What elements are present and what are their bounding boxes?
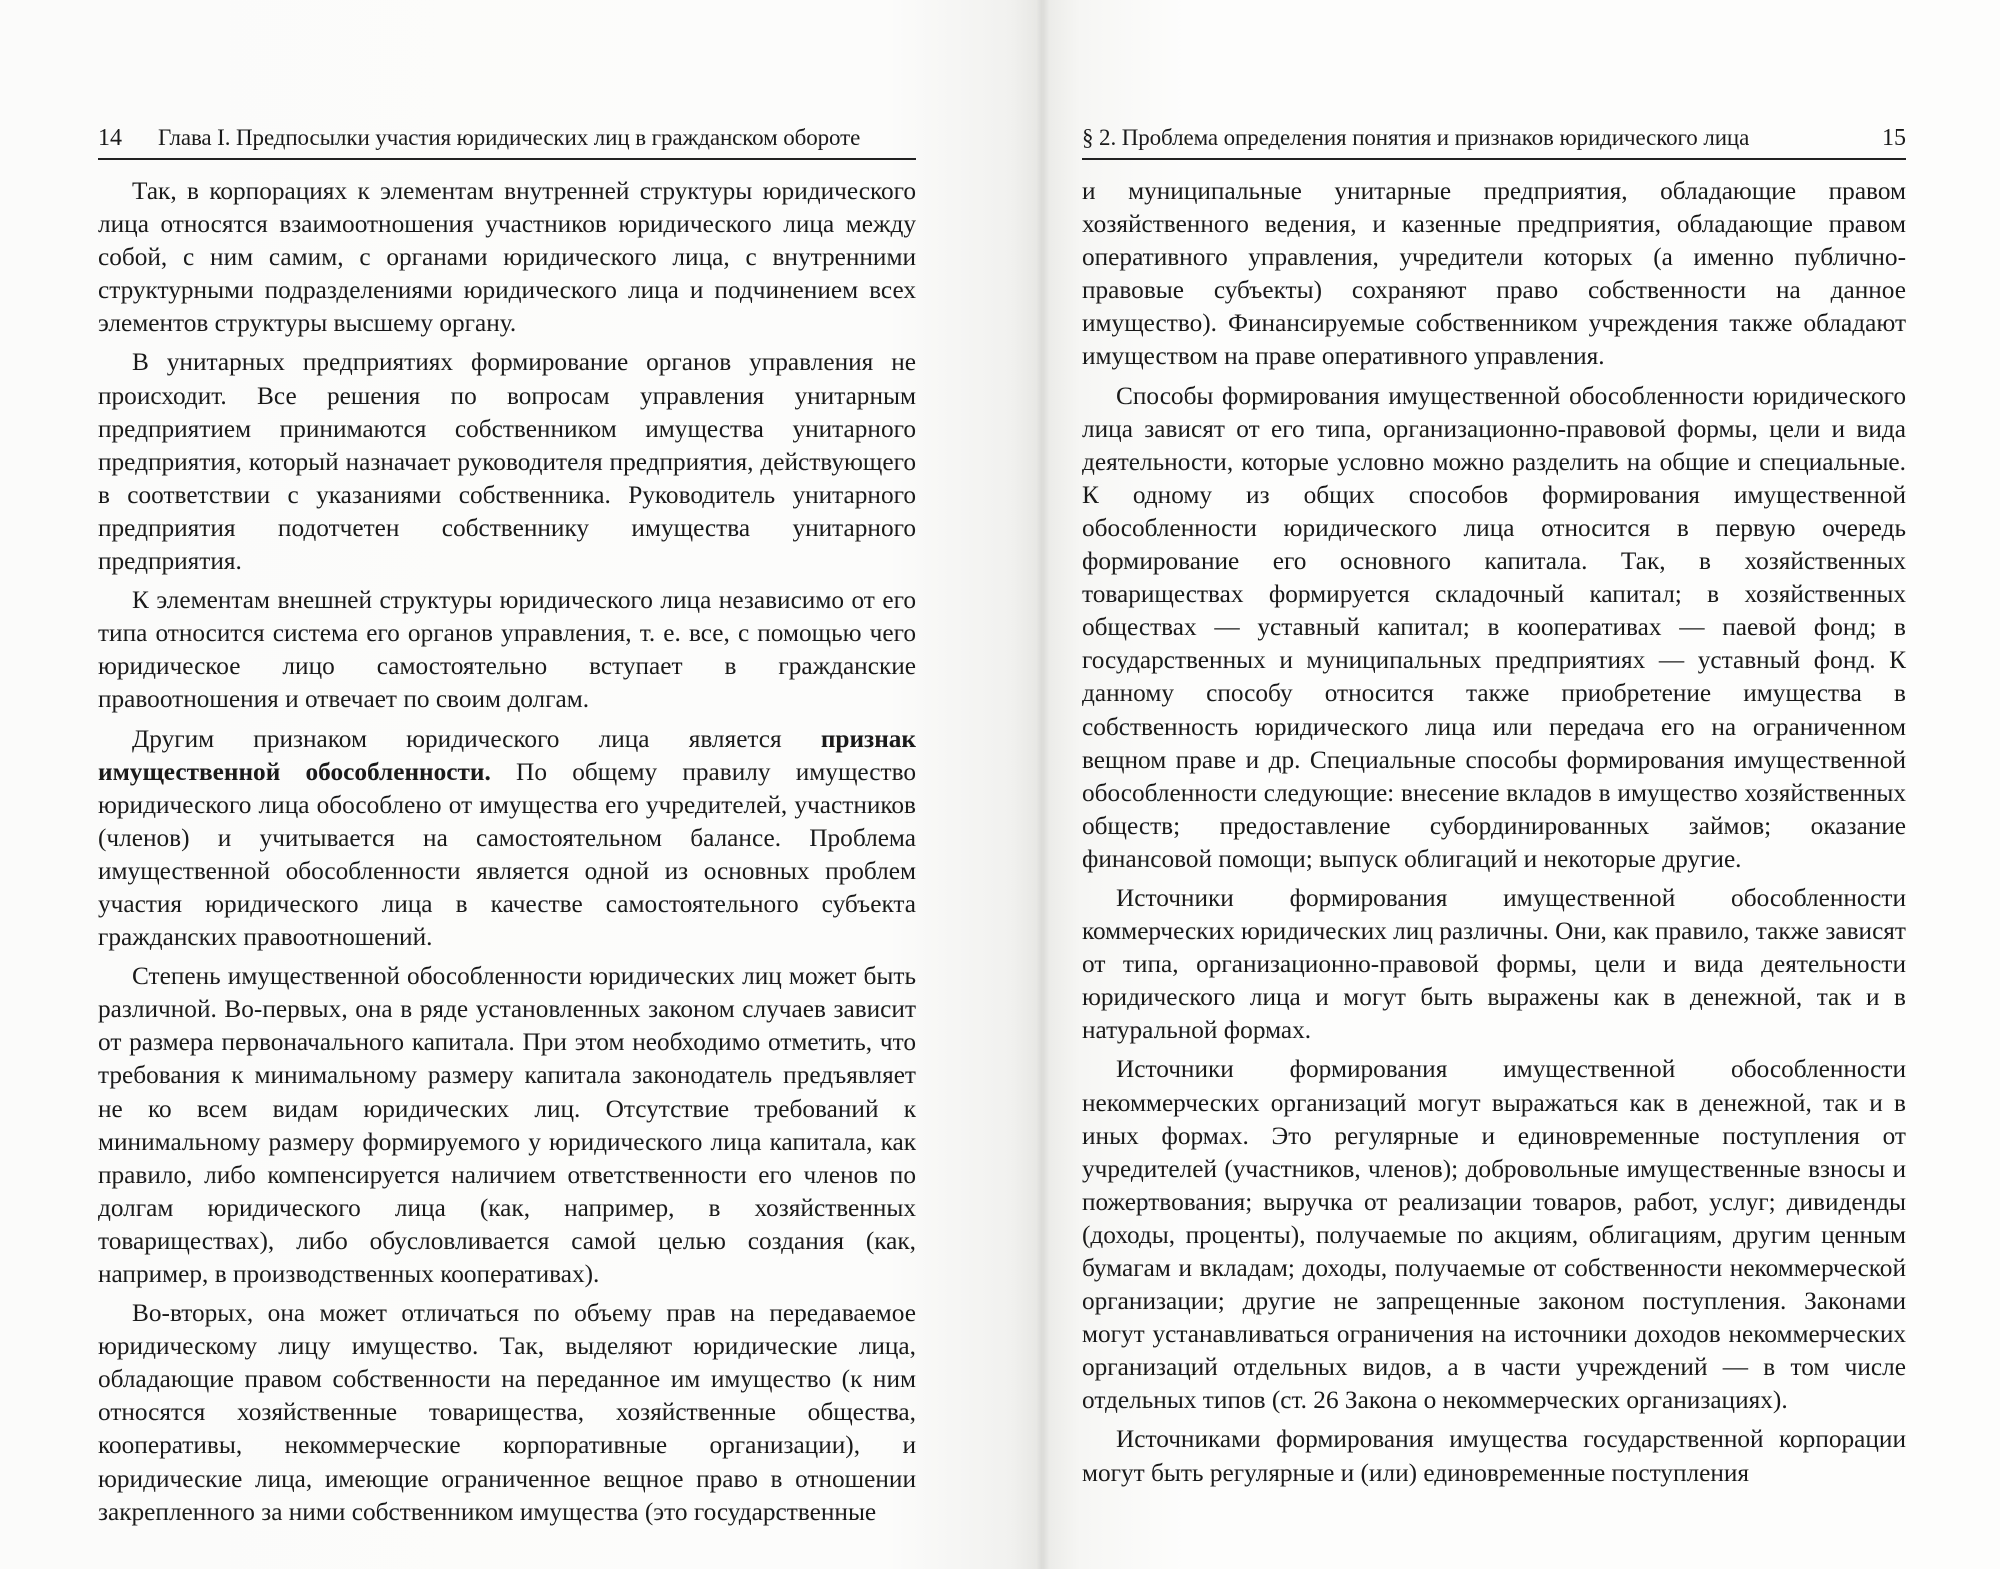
right-body-text: [1082, 175, 1906, 1496]
section-title: § 2. Проблема определения понятия и признаков юридического лица: [1082, 125, 1750, 150]
right-running-head: [1082, 118, 1906, 160]
paragraph: [98, 723, 916, 955]
book-gutter: [1036, 0, 1050, 1569]
paragraph: Источники формирования имущественной обособленности коммерческих юридических лиц различны. Они, как правило, также зависят от типа, организационно-правовой формы, цели и вида деятельности юридического лица и могут быть выражены как в денежной, так и в натуральной формах.: [1082, 883, 1906, 1045]
page-number: 15: [1882, 125, 1906, 151]
paragraph: Степень имущественной обособленности юридических лиц может быть различной. Во-первых, она в ряде установленных законом случаев зависит от размера первоначального капитала. При этом необходимо отметить, что требования к минимальному размеру капитала законодатель предъявляет не ко всем видам юридических лиц. Отсутствие требований к минимальному размеру формируемого у юридического лица капитала, как правило, либо компенсируется наличием ответственности его членов по долгам юридического лица (как, например, в хозяйственных товариществах), либо обусловливается самой целью создания (как, например, в производственных кооперативах).: [98, 962, 916, 1288]
paragraph: Источниками формирования имущества государственной корпорации могут быть регулярные и (или) единовременные поступления: [1082, 1425, 1906, 1487]
paragraph: В унитарных предприятиях формирование органов управления не происходит. Все решения по вопросам управления унитарным предприятием принимаются собственником имущества унитарного предприятия, который назначает руководителя предприятия, действующего в соответствии с указаниями собственника. Руководитель унитарного предприятия подотчетен собственнику имущества унитарного предприятия.: [98, 348, 916, 576]
left-running-head: [98, 118, 916, 160]
right-page: [1042, 0, 2000, 1569]
paragraph: Источники формирования имущественной обособленности некоммерческих организаций могут выражаться как в денежной, так и в иных формах. Это регулярные и единовременные поступления от учредителей (участников, членов); добровольные имущественные взносы и пожертвования; выручка от реализации товаров, работ, услуг; дивиденды (доходы, проценты), получаемые по акциям, облигациям, другим ценным бумагам и вкладам; доходы, получаемые от собственности некоммерческой организации; другие не запрещенные законом поступления. Законами могут устанавливаться ограничения на источники доходов некоммерческих организаций отдельных видов, а в части учреждений — в том числе отдельных типов (ст. 26 Закона о некоммерческих организациях).: [1082, 1055, 1906, 1415]
left-body-text: [98, 175, 916, 1535]
chapter-title: Глава I. Предпосылки участия юридических лиц в гражданском обороте: [158, 125, 861, 150]
paragraph-text: Другим признаком юридического лица является: [132, 724, 821, 753]
paragraph-text: По общему правилу имущество юридического лица обособлено от имущества его учредителей, участников (членов) и учитывается на самостоятельном балансе. Проблема имущественной обособленности является одной из основных проблем участия юридического лица в качестве самостоятельного субъекта гражданских правоотношений.: [98, 757, 916, 952]
bold-term: признак имущественной обособленности.: [98, 724, 916, 786]
page-number: 14: [98, 125, 122, 151]
paragraph: Так, в корпорациях к элементам внутренней структуры юридического лица относятся взаимоотношения участников юридического лица между собой, с ним самим, с органами юридического лица, с внутренними структурными подразделениями юридического лица и подчинением всех элементов структуры высшему органу.: [98, 177, 916, 338]
paragraph: К элементам внешней структуры юридического лица независимо от его типа относится система его органов управления, т. е. все, с помощью чего юридическое лицо самостоятельно вступает в гражданские правоотношения и отвечает по своим долгам.: [98, 586, 916, 714]
paragraph: Во-вторых, она может отличаться по объему прав на передаваемое юридическому лицу имущество. Так, выделяют юридические лица, обладающие правом собственности на переданное им имущество (к ним относятся хозяйственные товарищества, хозяйственные общества, кооперативы, некоммерческие корпоративные организации), и юридические лица, имеющие ограниченное вещное право в отношении закрепленного за ними собственником имущества (это государственные: [98, 1299, 916, 1526]
paragraph-continuation: и муниципальные унитарные предприятия, обладающие правом хозяйственного ведения, и казенные предприятия, обладающие правом оперативного управления, учредители которых (а именно публично-правовые субъекты) сохраняют право собственности на данное имущество). Финансируемые собственником учреждения также обладают имуществом на праве оперативного управления.: [1082, 177, 1906, 371]
paragraph: Способы формирования имущественной обособленности юридического лица зависят от его типа, организационно-правовой формы, цели и вида деятельности, которые условно можно разделить на общие и специальные. К одному из общих способов формирования имущественной обособленности юридического лица относится в первую очередь формирование его основного капитала. Так, в хозяйственных товариществах формируется складочный капитал; в хозяйственных обществах — уставный капитал; в кооперативах — паевой фонд; в государственных и муниципальных предприятиях — уставный фонд. К данному способу относится также приобретение имущества в собственность юридического лица или передача его на ограниченном вещном праве и др. Специальные способы формирования имущественной обособленности следующие: внесение вкладов в имущество хозяйственных обществ; предоставление субординированных займов; оказание финансовой помощи; выпуск облигаций и некоторые другие.: [1082, 381, 1906, 873]
